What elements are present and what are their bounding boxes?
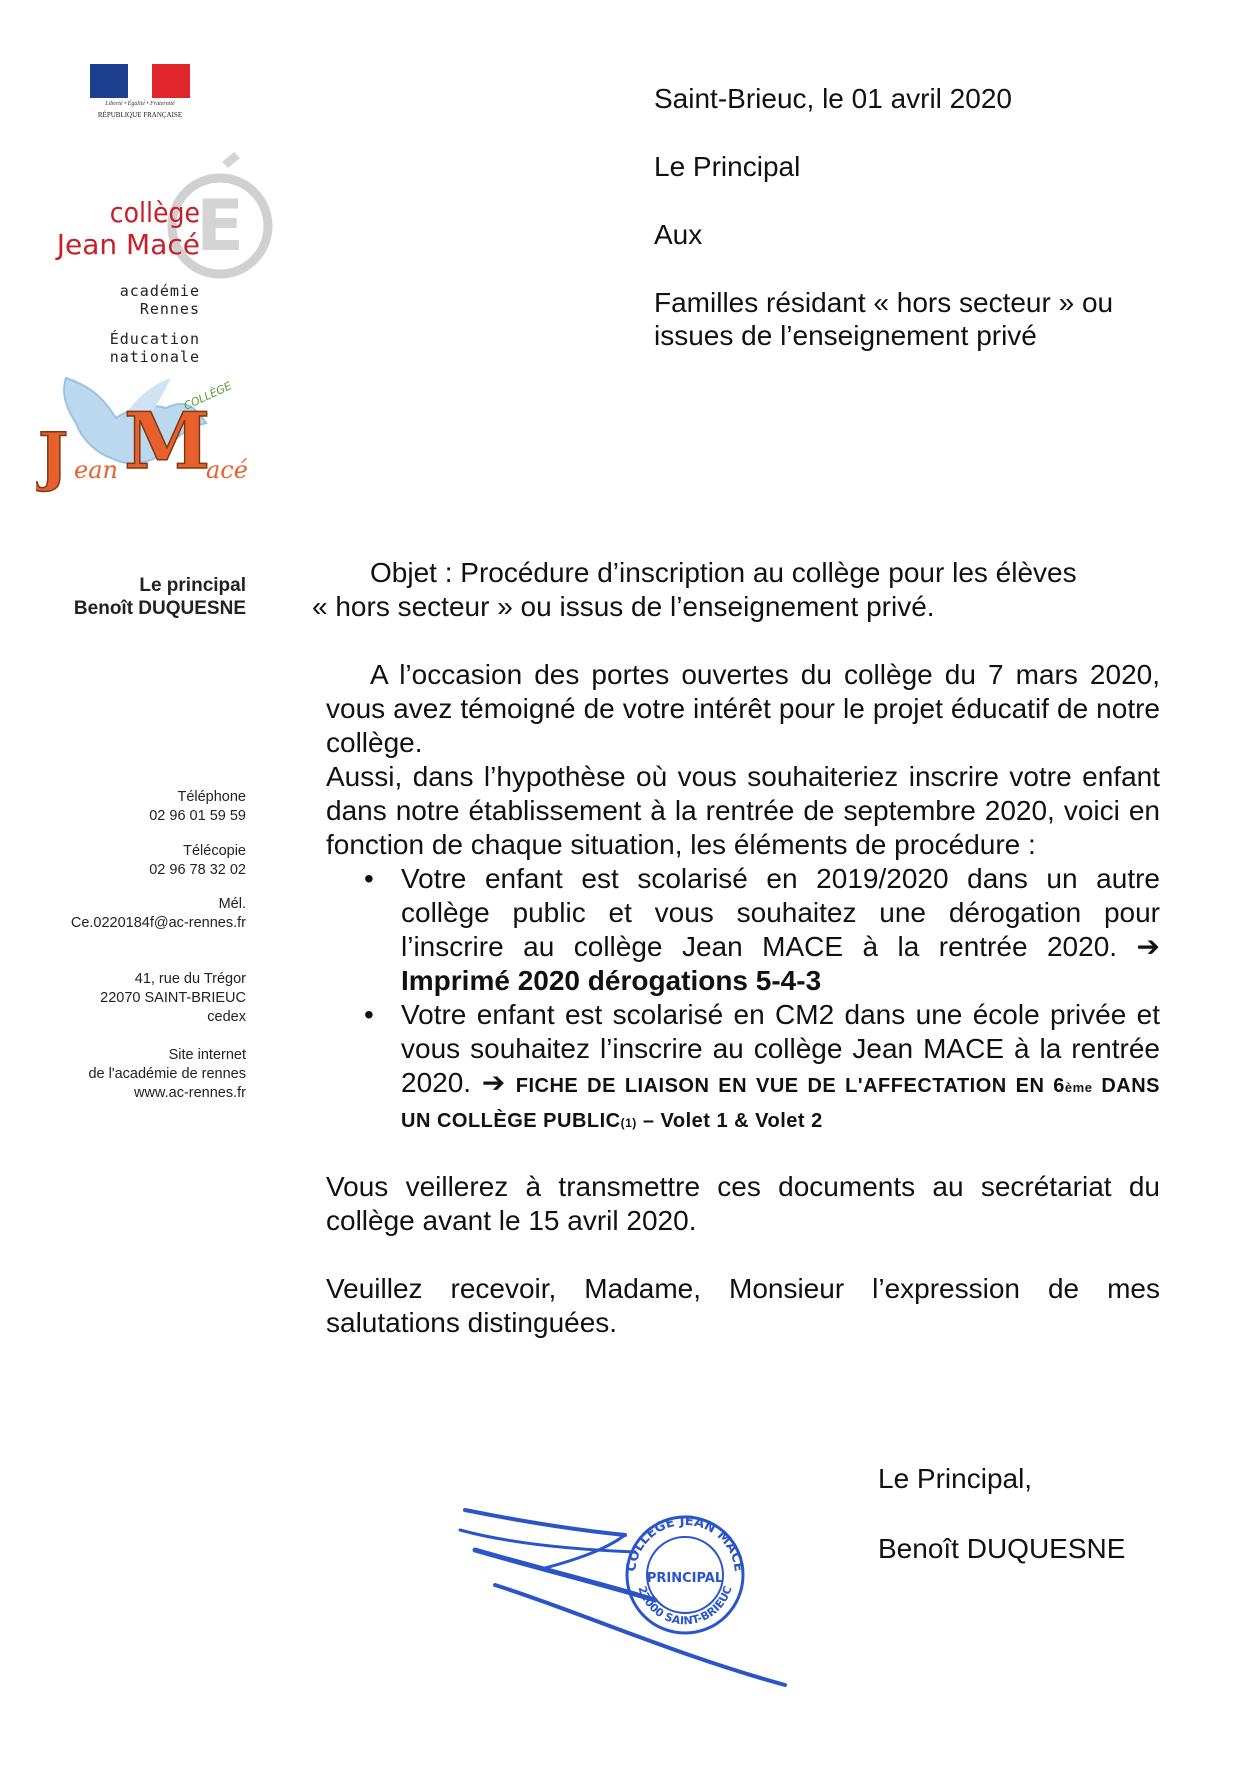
bullet-icon: •: [364, 999, 374, 1030]
recipients-line2: issues de l’enseignement privé: [654, 320, 1037, 351]
website-label: Site internet: [168, 1047, 246, 1063]
closing-title: Le Principal,: [878, 1463, 1033, 1494]
paragraph-intro: A l’occasion des portes ouvertes du collège du 7 mars 2020, vous avez témoigné de votre intérêt pour le projet éducatif de notre collège.: [326, 659, 1160, 758]
marianne-logo: [90, 64, 190, 124]
bullet1-text: Votre enfant est scolarisé en 2019/2020 dans un autre collège public et vous souhaitez une dérogation pour l’inscrire au collège Jean MACE à la rentrée 2020.: [401, 863, 1160, 962]
website-block: [40, 1046, 246, 1103]
recipients-line1: Familles résidant « hors secteur » ou: [654, 287, 1114, 318]
object-block: [312, 556, 1160, 624]
republic-motto: Liberté • Égalité • Fraternité: [105, 101, 175, 107]
college-name-line2: Jean Macé: [56, 228, 200, 261]
address-block: [40, 970, 246, 1027]
derogation-form-link: Imprimé 2020 dérogations 5-4-3: [401, 965, 822, 996]
paragraph-closing: Veuillez recevoir, Madame, Monsieur l’expression de mes salutations distinguées.: [326, 1273, 1160, 1338]
object-line2: « hors secteur » ou issus de l’enseignement privé.: [312, 591, 935, 622]
sender-role: Le principal: [139, 575, 246, 596]
website-line2: de l'académie de rennes: [88, 1066, 246, 1082]
list-item: [326, 862, 1160, 998]
procedure-list: [326, 862, 1160, 1136]
phone-number: 02 96 01 59 59: [149, 808, 246, 824]
svg-text:M: M: [124, 396, 211, 487]
from-line: Le Principal: [654, 151, 801, 182]
address-line1: 41, rue du Trégor: [134, 971, 246, 987]
svg-text:acé: acé: [206, 456, 248, 484]
arrow-right-icon: ➔: [481, 1067, 506, 1098]
fax-block: [40, 842, 246, 880]
fax-number: 02 96 78 32 02: [149, 862, 246, 878]
list-item: [326, 998, 1160, 1136]
address-line3: cedex: [207, 1009, 246, 1025]
college-logo: [56, 150, 280, 380]
french-flag-icon: [90, 64, 190, 98]
svg-text:E: E: [196, 185, 244, 267]
paragraph-deadline: Vous veillerez à transmettre ces documents au secrétariat du collège avant le 15 avril 2020.: [326, 1171, 1160, 1236]
education-label: Éducation nationale: [109, 330, 200, 366]
website-url[interactable]: www.ac-rennes.fr: [133, 1085, 246, 1101]
jm-bird-icon: [36, 368, 256, 518]
recipients: [654, 286, 1174, 352]
address-line2: 22070 SAINT-BRIEUC: [100, 990, 246, 1006]
svg-text:J: J: [38, 419, 69, 494]
paragraph-procedure: Aussi, dans l’hypothèse où vous souhaiteriez inscrire votre enfant dans notre établissement à la rentrée de septembre 2020, voici en fonction de chaque situation, les éléments de procédure :: [326, 761, 1160, 860]
republic-label: RÉPUBLIQUE FRANÇAISE: [97, 111, 183, 119]
sender-identity: [40, 574, 246, 620]
svg-text:COLLEGE JEAN MACE: COLLEGE JEAN MACE: [623, 1513, 746, 1573]
bullet-icon: •: [364, 863, 374, 894]
bullet2-text: Votre enfant est scolarisé en CM2 dans une école privée et vous souhaitez l’inscrire au collège Jean MACE à la rentrée 2020.: [401, 999, 1160, 1098]
fax-label: Télécopie: [183, 843, 246, 859]
sender-name: Benoît DUQUESNE: [73, 598, 246, 619]
svg-text:COLLÈGE: COLLÈGE: [181, 379, 234, 413]
arrow-right-icon: ➔: [1136, 931, 1160, 962]
svg-text:ean: ean: [74, 456, 118, 484]
phone-block: [40, 788, 246, 826]
signature-stamp: [455, 1490, 855, 1700]
object-line1: Objet : Procédure d’inscription au collège pour les élèves: [370, 557, 1077, 588]
closing-name: Benoît DUQUESNE: [878, 1533, 1126, 1564]
place-date: Saint-Brieuc, le 01 avril 2020: [654, 83, 1012, 114]
email-block: [40, 895, 246, 933]
signature-icon: [455, 1490, 855, 1700]
liaison-form-link: FICHE DE LIAISON EN VUE DE L'AFFECTATION EN 6ème DANS UN COLLÈGE PUBLIC(1) – Volet 1 & Volet 2: [401, 1075, 1161, 1132]
letter-body: [326, 658, 1160, 1340]
svg-text:22000 SAINT-BRIEUC: 22000 SAINT-BRIEUC: [635, 1584, 735, 1628]
academy-label: académie Rennes: [119, 282, 200, 318]
svg-text:PRINCIPAL: PRINCIPAL: [646, 1571, 724, 1586]
email-address[interactable]: Ce.0220184f@ac-rennes.fr: [70, 915, 246, 931]
email-label: Mél.: [218, 896, 246, 912]
to-line: Aux: [654, 219, 703, 250]
college-name-line1: collège: [109, 196, 200, 229]
jm-logo: [36, 368, 256, 518]
phone-label: Téléphone: [177, 789, 246, 805]
